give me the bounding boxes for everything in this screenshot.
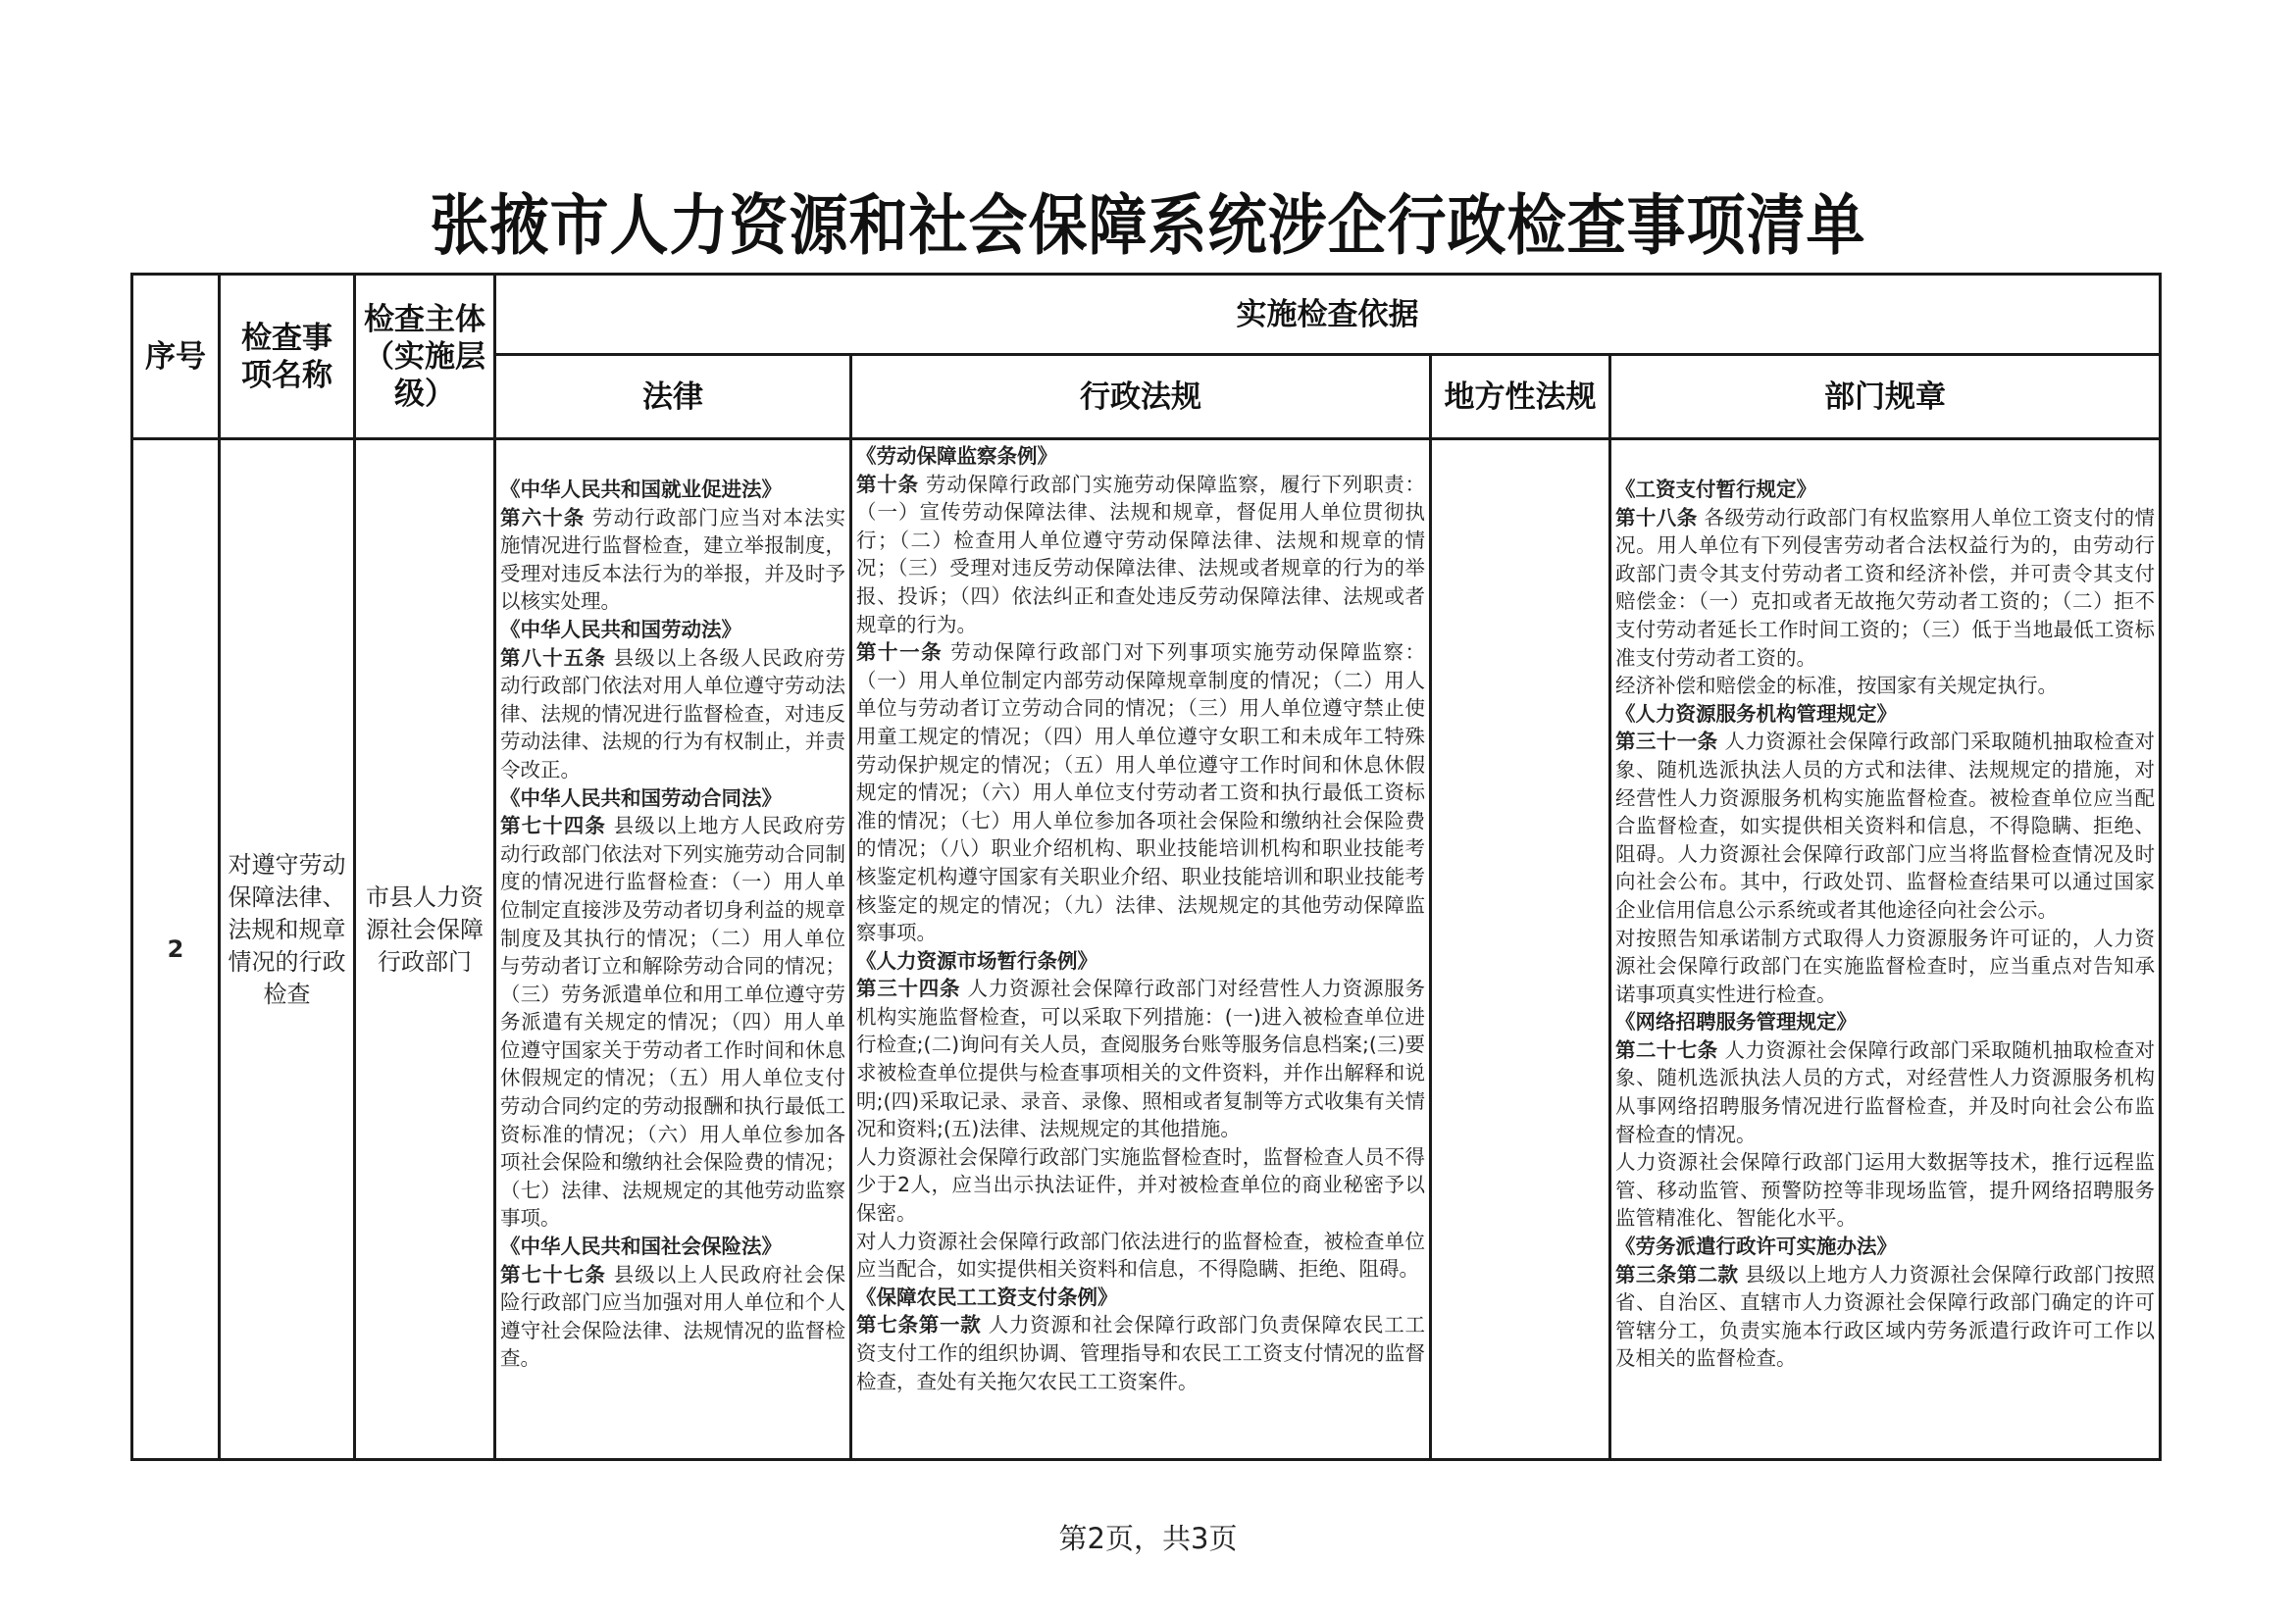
regulation-paragraph xyxy=(1615,1148,2155,1233)
regulation-paragraph xyxy=(1615,728,2155,924)
article-text: 人力资源社会保障行政部门采取随机抽取检查对象、随机选派执法人员的方式，对经营性人力资源服务机构从事网络招聘服务情况进行监督检查，并及时向社会公布监督检查的情况。 xyxy=(1615,1037,2156,1146)
regulation-paragraph xyxy=(856,471,1425,639)
article-text: 县级以上人民政府社会保险行政部门应当加强对用人单位和个人遵守社会保险法律、法规情况的监督检查。 xyxy=(500,1262,845,1371)
article-number: 第八十五条 xyxy=(500,645,606,670)
regulation-paragraph xyxy=(856,1143,1425,1228)
table-row xyxy=(132,439,2161,1460)
article-text: 人力资源社会保障行政部门采取随机抽取检查对象、随机选派执法人员的方式和法律、法规规定的措施，对经营性人力资源服务机构实施监督检查。被检查单位应当配合监督检查，如实提供相关资料和信息，不得隐瞒、拒绝、阻碍。人力资源社会保障行政部门应当将监督检查情况及时向社会公布。其中，行政处罚、监督检查结果可以通过国家企业信用信息公示系统或者其他途径向社会公示。 xyxy=(1615,730,2156,922)
article-number: 第二十七条 xyxy=(1615,1037,1718,1062)
regulation-paragraph xyxy=(500,504,845,616)
row-admin-reg-cell xyxy=(851,439,1431,1460)
regulation-paragraph xyxy=(856,1311,1425,1395)
header-item-name-text: 检查事项名称 xyxy=(241,320,332,393)
article-text: 县级以上各级人民政府劳动行政部门依法对用人单位遵守劳动法律、法规的情况进行监督检查，对违反劳动法律、法规的行为有权制止，并责令改正。 xyxy=(500,645,845,782)
row-local-reg-cell xyxy=(1431,439,1610,1460)
article-number: 第十一条 xyxy=(856,640,944,665)
regulation-paragraph xyxy=(1615,1261,2155,1373)
regulation-paragraph xyxy=(500,812,845,1233)
article-text: 劳动保障行政部门实施劳动保障监察，履行下列职责：（一）宣传劳动保障法律、法规和规章，督促用人单位贯彻执行；（二）检查用人单位遵守劳动保障法律、法规和规章的情况；（三）受理对违反劳动保障法律、法规或者规章的行为的举报、投诉；（四）依法纠正和查处违反劳动保障法律、法规或者规章的行为。 xyxy=(856,472,1426,636)
header-subject-text: 检查主体（实施层级） xyxy=(364,301,485,412)
regulation-title: 《工资支付暂行规定》 xyxy=(1615,478,1816,501)
regulation-title: 《中华人民共和国就业促进法》 xyxy=(500,478,782,501)
article-text: 劳动保障行政部门对下列事项实施劳动保障监察：（一）用人单位制定内部劳动保障规章制度的情况；（二）用人单位与劳动者订立劳动合同的情况；（三）用人单位遵守禁止使用童工规定的情况；（四）用人单位遵守女职工和未成年工特殊劳动保护规定的情况；（五）用人单位遵守工作时间和休息休假规定的情况；（六）用人单位支付劳动者工资和执行最低工资标准的情况；（七）用人单位参加各项社会保险和缴纳社会保险费的情况；（八）职业介绍机构、职业技能培训机构和职业技能考核鉴定机构遵守国家有关职业介绍、职业技能培训和职业技能考核鉴定的规定的情况；（九）法律、法规规定的其他劳动保障监察事项。 xyxy=(856,640,1426,945)
article-number: 第三十一条 xyxy=(1615,730,1718,754)
regulation-title: 《中华人民共和国劳动合同法》 xyxy=(500,785,782,810)
regulation-title: 《劳动保障监察条例》 xyxy=(856,444,1057,468)
row-law-cell xyxy=(495,439,851,1460)
regulation-title: 《中华人民共和国社会保险法》 xyxy=(500,1235,782,1259)
row-dept-rule-cell xyxy=(1610,439,2161,1460)
regulation-paragraph xyxy=(856,1228,1425,1284)
header-admin-reg: 行政法规 xyxy=(851,355,1431,439)
header-seq: 序号 xyxy=(132,275,220,439)
regulation-title: 《网络招聘服务管理规定》 xyxy=(1615,1010,1857,1034)
regulation-paragraph xyxy=(500,1261,845,1373)
article-number: 第三十四条 xyxy=(856,977,961,1001)
article-text: 人力资源社会保障行政部门对经营性人力资源服务机构实施监督检查，可以采取下列措施：(一)进入被检查单位进行检查;(二)询问有关人员，查阅服务台账等服务信息档案;(三)要求被检查单位提供与检查事项相关的文件资料，并作出解释和说明;(四)采取记录、录音、录像、照相或者复制等方式收集有关情况和资料;(五)法律、法规规定的其他措施。 xyxy=(856,977,1426,1141)
regulation-paragraph xyxy=(1615,925,2155,1009)
article-text: 对人力资源社会保障行政部门依法进行的监督检查，被检查单位应当配合，如实提供相关资料和信息，不得隐瞒、拒绝、阻碍。 xyxy=(856,1229,1425,1282)
article-text: 劳动行政部门应当对本法实施情况进行监督检查，建立举报制度，受理对违反本法行为的举报，并及时予以核实处理。 xyxy=(500,505,846,614)
regulation-title: 《中华人民共和国劳动法》 xyxy=(500,617,741,641)
article-number: 第十条 xyxy=(856,472,919,496)
header-subject xyxy=(355,275,495,439)
inspection-items-table xyxy=(130,273,2162,1461)
regulation-paragraph xyxy=(1615,1036,2155,1148)
page-number: 第2页，共3页 xyxy=(1058,1522,1238,1555)
row-subject-text: 市县人力资源社会保障行政部门 xyxy=(366,883,484,976)
regulation-paragraph xyxy=(856,638,1425,947)
article-number: 第六十条 xyxy=(500,505,586,530)
page-title: 张掖市人力资源和社会保障系统涉企行政检查事项清单 xyxy=(430,187,1866,265)
article-number: 第三条第二款 xyxy=(1615,1262,1739,1286)
article-text: 人力资源社会保障行政部门实施监督检查时，监督检查人员不得少于2人，应当出示执法证件，并对被检查单位的商业秘密予以保密。 xyxy=(856,1144,1425,1226)
article-text: 经济补偿和赔偿金的标准，按国家有关规定执行。 xyxy=(1615,674,2058,698)
row-item-name-text: 对遵守劳动保障法律、法规和规章情况的行政检查 xyxy=(228,850,346,1008)
regulation-paragraph xyxy=(1615,672,2155,700)
article-number: 第七条第一款 xyxy=(856,1313,982,1337)
row-item-name xyxy=(220,439,355,1460)
header-law: 法律 xyxy=(495,355,851,439)
header-item-name xyxy=(220,275,355,439)
article-number: 第十八条 xyxy=(1615,505,1698,530)
regulation-title: 《保障农民工工资支付条例》 xyxy=(856,1285,1118,1309)
regulation-paragraph xyxy=(500,644,845,784)
regulation-title: 《人力资源市场暂行条例》 xyxy=(856,948,1097,973)
article-text: 县级以上地方人民政府劳动行政部门依法对下列实施劳动合同制度的情况进行监督检查：（一）用人单位制定直接涉及劳动者切身利益的规章制度及其执行的情况；（二）用人单位与劳动者订立和解除劳动合同的情况；（三）劳务派遣单位和用工单位遵守劳务派遣有关规定的情况；（四）用人单位遵守国家关于劳动者工作时间和休息休假规定的情况；（五）用人单位支付劳动合同约定的劳动报酬和执行最低工资标准的情况；（六）用人单位参加各项社会保险和缴纳社会保险费的情况；（七）法律、法规规定的其他劳动监察事项。 xyxy=(500,814,845,1231)
article-text: 各级劳动行政部门有权监察用人单位工资支付的情况。用人单位有下列侵害劳动者合法权益行为的，由劳动行政部门责令其支付劳动者工资和经济补偿，并可责令其支付赔偿金：（一）克扣或者无故拖欠劳动者工资的；（二）拒不支付劳动者延长工作时间工资的；（三）低于当地最低工资标准支付劳动者工资的。 xyxy=(1615,505,2156,670)
article-number: 第七十七条 xyxy=(500,1262,606,1286)
row-subject xyxy=(355,439,495,1460)
article-text: 人力资源社会保障行政部门运用大数据等技术，推行远程监管、移动监管、预警防控等非现场监管，提升网络招聘服务监管精准化、智能化水平。 xyxy=(1615,1150,2155,1231)
article-text: 县级以上地方人力资源社会保障行政部门按照省、自治区、直辖市人力资源社会保障行政部门确定的许可管辖分工，负责实施本行政区域内劳务派遣行政许可工作以及相关的监督检查。 xyxy=(1615,1262,2156,1371)
regulation-paragraph xyxy=(856,975,1425,1143)
article-number: 第七十四条 xyxy=(500,814,606,838)
header-basis: 实施检查依据 xyxy=(495,275,2161,355)
article-text: 人力资源和社会保障行政部门负责保障农民工工资支付工作的组织协调、管理指导和农民工工资支付情况的监督检查，查处有关拖欠农民工工资案件。 xyxy=(856,1313,1426,1393)
regulation-paragraph xyxy=(1615,504,2155,673)
regulation-title: 《人力资源服务机构管理规定》 xyxy=(1615,701,1897,726)
regulation-title: 《劳务派遣行政许可实施办法》 xyxy=(1615,1235,1897,1259)
article-text: 对按照告知承诺制方式取得人力资源服务许可证的，人力资源社会保障行政部门在实施监督检查时，应当重点对告知承诺事项真实性进行检查。 xyxy=(1615,926,2155,1006)
header-local-reg: 地方性法规 xyxy=(1431,355,1610,439)
row-seq: 2 xyxy=(132,439,220,1460)
header-dept-rule: 部门规章 xyxy=(1610,355,2161,439)
